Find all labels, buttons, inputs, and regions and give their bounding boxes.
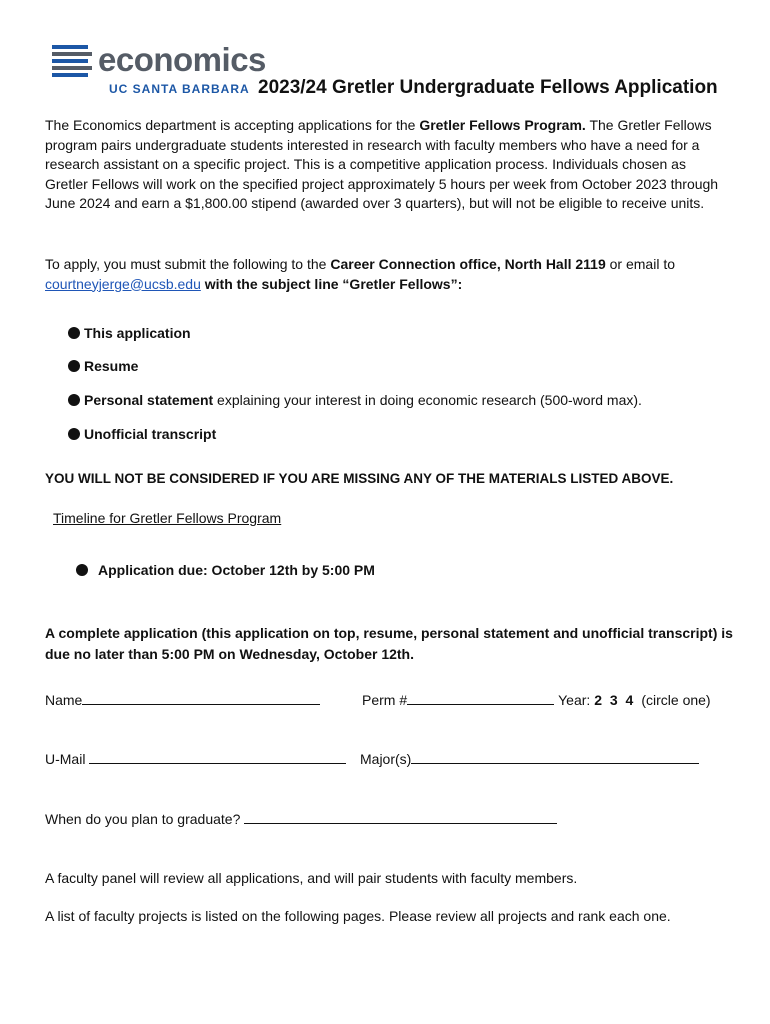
intro-text-1: The Economics department is accepting applications for the (45, 117, 420, 133)
complete-application-note: A complete application (this application on top, resume, personal statement and unofficial transcript) is due no later than 5:00 PM on Wednesday, October 12th. (45, 625, 733, 662)
bullet-icon (68, 394, 80, 406)
subject-line: with the subject line “Gretler Fellows”: (200, 275, 463, 292)
year-options[interactable]: 2 3 4 (594, 692, 634, 708)
office-location: Career Connection office, North Hall 2119 (330, 256, 606, 272)
item-label: Personal statement (84, 392, 214, 408)
bullet-icon (68, 428, 80, 440)
intro-text-2: The Gretler Fellows program pairs undergraduate students interested in research with faculty members who have a need for a research assistant on a specific project. This is a competitive application process. Individuals chosen as Gretler Fellows will work on the specified project approximately 5 hours per week from October 2023 through June 2024 and earn a $1,800.00 stipend (awarded over 3 quarters), but will not be eligible to receive units. (45, 117, 719, 212)
apply-text-1: To apply, you must submit the following to the (45, 256, 331, 272)
deadline-text: Application due: October 12th by 5:00 PM (98, 562, 375, 578)
name-field[interactable] (45, 690, 320, 710)
apply-paragraph (45, 255, 730, 294)
item-label: Unofficial transcript (84, 426, 217, 442)
name-blank[interactable] (82, 690, 320, 705)
perm-label: Perm # (362, 692, 408, 708)
year-note: (circle one) (641, 692, 711, 708)
list-item (68, 356, 138, 376)
closing-text-1: A faculty panel will review all applications, and will pair students with faculty members. (45, 870, 578, 886)
umail-field[interactable] (45, 749, 346, 769)
name-label: Name (45, 692, 83, 708)
closing-text-2: A list of faculty projects is listed on the following pages. Please review all projects and rank each one. (45, 908, 671, 924)
deadline-item (76, 560, 375, 580)
logo-subtitle: UC SANTA BARBARA (109, 82, 250, 96)
perm-blank[interactable] (407, 690, 554, 705)
major-field[interactable] (360, 749, 699, 769)
graduate-blank[interactable] (244, 809, 557, 824)
major-blank[interactable] (411, 749, 699, 764)
program-name: Gretler Fellows Program. (419, 117, 586, 133)
item-detail: explaining your interest in doing economic research (500-word max). (213, 392, 642, 408)
graduate-field[interactable] (45, 809, 557, 829)
apply-text-2: or email to (605, 256, 675, 272)
list-item (68, 424, 216, 444)
bullet-icon (68, 327, 80, 339)
item-label: This application (84, 325, 191, 341)
list-item (68, 390, 642, 410)
graduate-label: When do you plan to graduate? (45, 811, 245, 827)
item-label: Resume (84, 358, 139, 374)
year-label: Year: (558, 692, 595, 708)
bullet-icon (76, 564, 88, 576)
email-link[interactable]: courtneyjerge@ucsb.edu (45, 275, 201, 292)
bullet-icon (68, 360, 80, 372)
timeline-heading: Timeline for Gretler Fellows Program (53, 510, 282, 526)
umail-label: U-Mail (45, 751, 90, 767)
page-title: 2023/24 Gretler Undergraduate Fellows Application (258, 77, 718, 98)
economics-logo-icon (52, 45, 92, 77)
missing-materials-warning: YOU WILL NOT BE CONSIDERED IF YOU ARE MISSING ANY OF THE MATERIALS LISTED ABOVE. (45, 471, 674, 486)
intro-paragraph (45, 116, 730, 214)
umail-blank[interactable] (89, 749, 346, 764)
major-label: Major(s) (360, 751, 412, 767)
list-item (68, 323, 191, 343)
logo-wordmark: economics (98, 41, 266, 78)
perm-field[interactable] (362, 690, 711, 710)
